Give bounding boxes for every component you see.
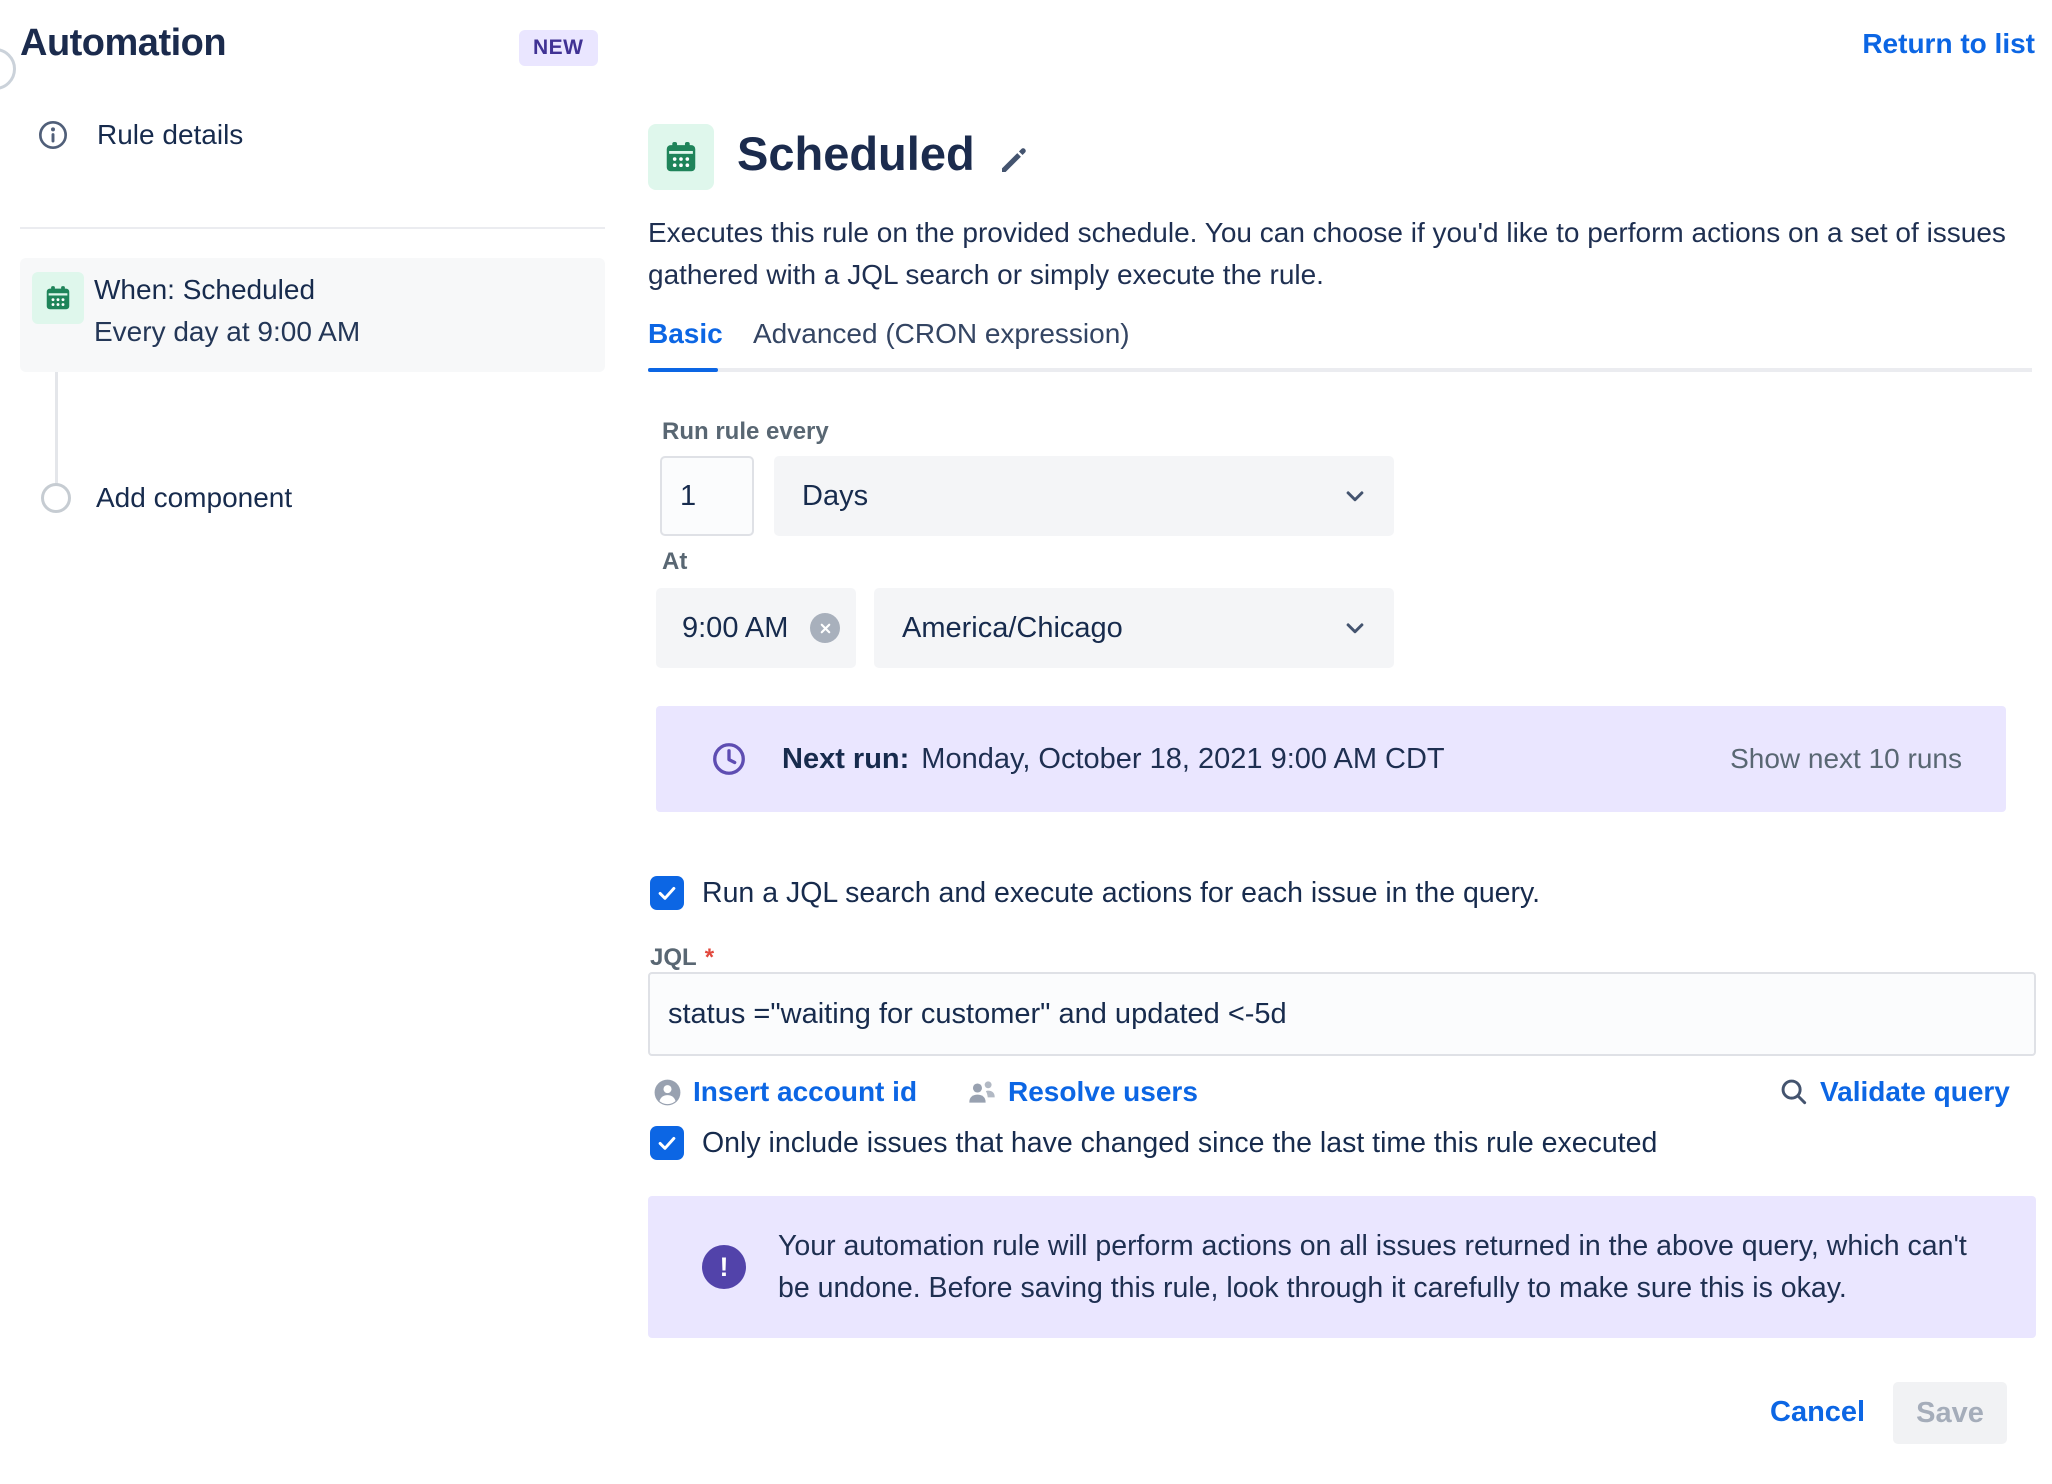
interval-unit-select[interactable] <box>774 456 1394 536</box>
validate-query-label: Validate query <box>1820 1076 2010 1107</box>
interval-unit-value: Days <box>802 479 869 512</box>
save-button[interactable]: Save <box>1893 1382 2007 1444</box>
at-label: At <box>662 548 688 575</box>
component-description: Executes this rule on the provided schedule. You can choose if you'd like to perform actions on a set of issues gathered with a JQL search or simply execute the rule. <box>648 217 2006 290</box>
jql-search-checkbox[interactable] <box>650 876 684 910</box>
chevron-down-icon <box>1340 481 1370 511</box>
people-icon <box>966 1076 998 1108</box>
when-scheduled-subtitle: Every day at 9:00 AM <box>94 316 361 347</box>
when-scheduled-title: When: Scheduled <box>94 274 316 305</box>
timezone-select[interactable] <box>874 588 1394 668</box>
tab-advanced-cron[interactable]: Advanced (CRON expression) <box>753 318 1130 349</box>
only-changed-checkbox-label: Only include issues that have changed since the last time this rule executed <box>702 1126 1658 1159</box>
jql-label: JQL <box>650 944 697 971</box>
time-value: 9:00 AM <box>682 611 789 644</box>
person-circle-icon <box>652 1077 683 1108</box>
interval-value: 1 <box>680 479 697 512</box>
new-badge: NEW <box>519 30 598 66</box>
next-run-banner <box>656 706 2006 812</box>
tab-basic[interactable]: Basic <box>648 318 723 349</box>
edit-title-pencil-icon[interactable] <box>996 142 1032 178</box>
tab-active-indicator <box>648 368 718 372</box>
sidebar-item-when-scheduled[interactable] <box>20 258 605 372</box>
component-connector-line <box>55 372 58 486</box>
clear-time-icon[interactable] <box>810 613 840 643</box>
timezone-value: America/Chicago <box>902 611 1123 644</box>
resolve-users-label: Resolve users <box>1008 1076 1198 1107</box>
warning-banner <box>648 1196 2036 1338</box>
add-component-label: Add component <box>96 482 293 513</box>
info-icon <box>37 119 69 151</box>
jql-query-value: status ="waiting for customer" and updated <-5d <box>668 997 1287 1030</box>
scheduled-calendar-icon <box>648 124 714 190</box>
time-input[interactable] <box>656 588 856 668</box>
required-asterisk: * <box>704 944 715 971</box>
calendar-icon <box>32 272 84 324</box>
cancel-button[interactable]: Cancel <box>1770 1396 1866 1428</box>
insert-account-id-link[interactable] <box>652 1076 917 1108</box>
only-changed-checkbox[interactable] <box>650 1126 684 1160</box>
warning-text: Your automation rule will perform actions on all issues returned in the above query, which can't be undone. Before saving this rule, look through it carefully to make sure this is okay. <box>778 1230 1967 1304</box>
insert-account-id-label: Insert account id <box>693 1076 918 1107</box>
show-next-runs-link[interactable]: Show next 10 runs <box>1730 743 1962 774</box>
run-rule-every-label: Run rule every <box>662 418 829 445</box>
warning-icon: ! <box>702 1245 746 1289</box>
next-run-value: Monday, October 18, 2021 9:00 AM CDT <box>921 742 1445 775</box>
sidebar-item-add-component[interactable] <box>41 482 292 514</box>
validate-query-link[interactable] <box>1778 1076 2010 1108</box>
return-to-list-link[interactable]: Return to list <box>1862 28 2035 59</box>
jql-search-checkbox-label: Run a JQL search and execute actions for each issue in the query. <box>702 876 1541 909</box>
chevron-down-icon <box>1340 613 1370 643</box>
jql-search-checkbox-row <box>650 876 1540 910</box>
jql-field-label-row <box>650 944 714 972</box>
jql-query-input[interactable] <box>648 972 2036 1056</box>
tab-divider-track <box>648 368 2032 372</box>
rule-details-label: Rule details <box>97 119 244 150</box>
search-icon <box>1778 1076 1810 1108</box>
sidebar-divider <box>20 227 605 229</box>
only-changed-checkbox-row <box>650 1126 1657 1160</box>
page-title: Automation <box>20 22 227 64</box>
rule-component-title: Scheduled <box>737 127 975 180</box>
next-run-label: Next run: <box>782 742 910 775</box>
empty-step-circle-icon <box>41 483 71 513</box>
edge-circle-decoration <box>0 48 16 90</box>
resolve-users-link[interactable] <box>966 1076 1198 1108</box>
sidebar-item-rule-details[interactable] <box>37 119 243 151</box>
interval-value-input[interactable] <box>660 456 754 536</box>
clock-icon <box>710 740 748 778</box>
